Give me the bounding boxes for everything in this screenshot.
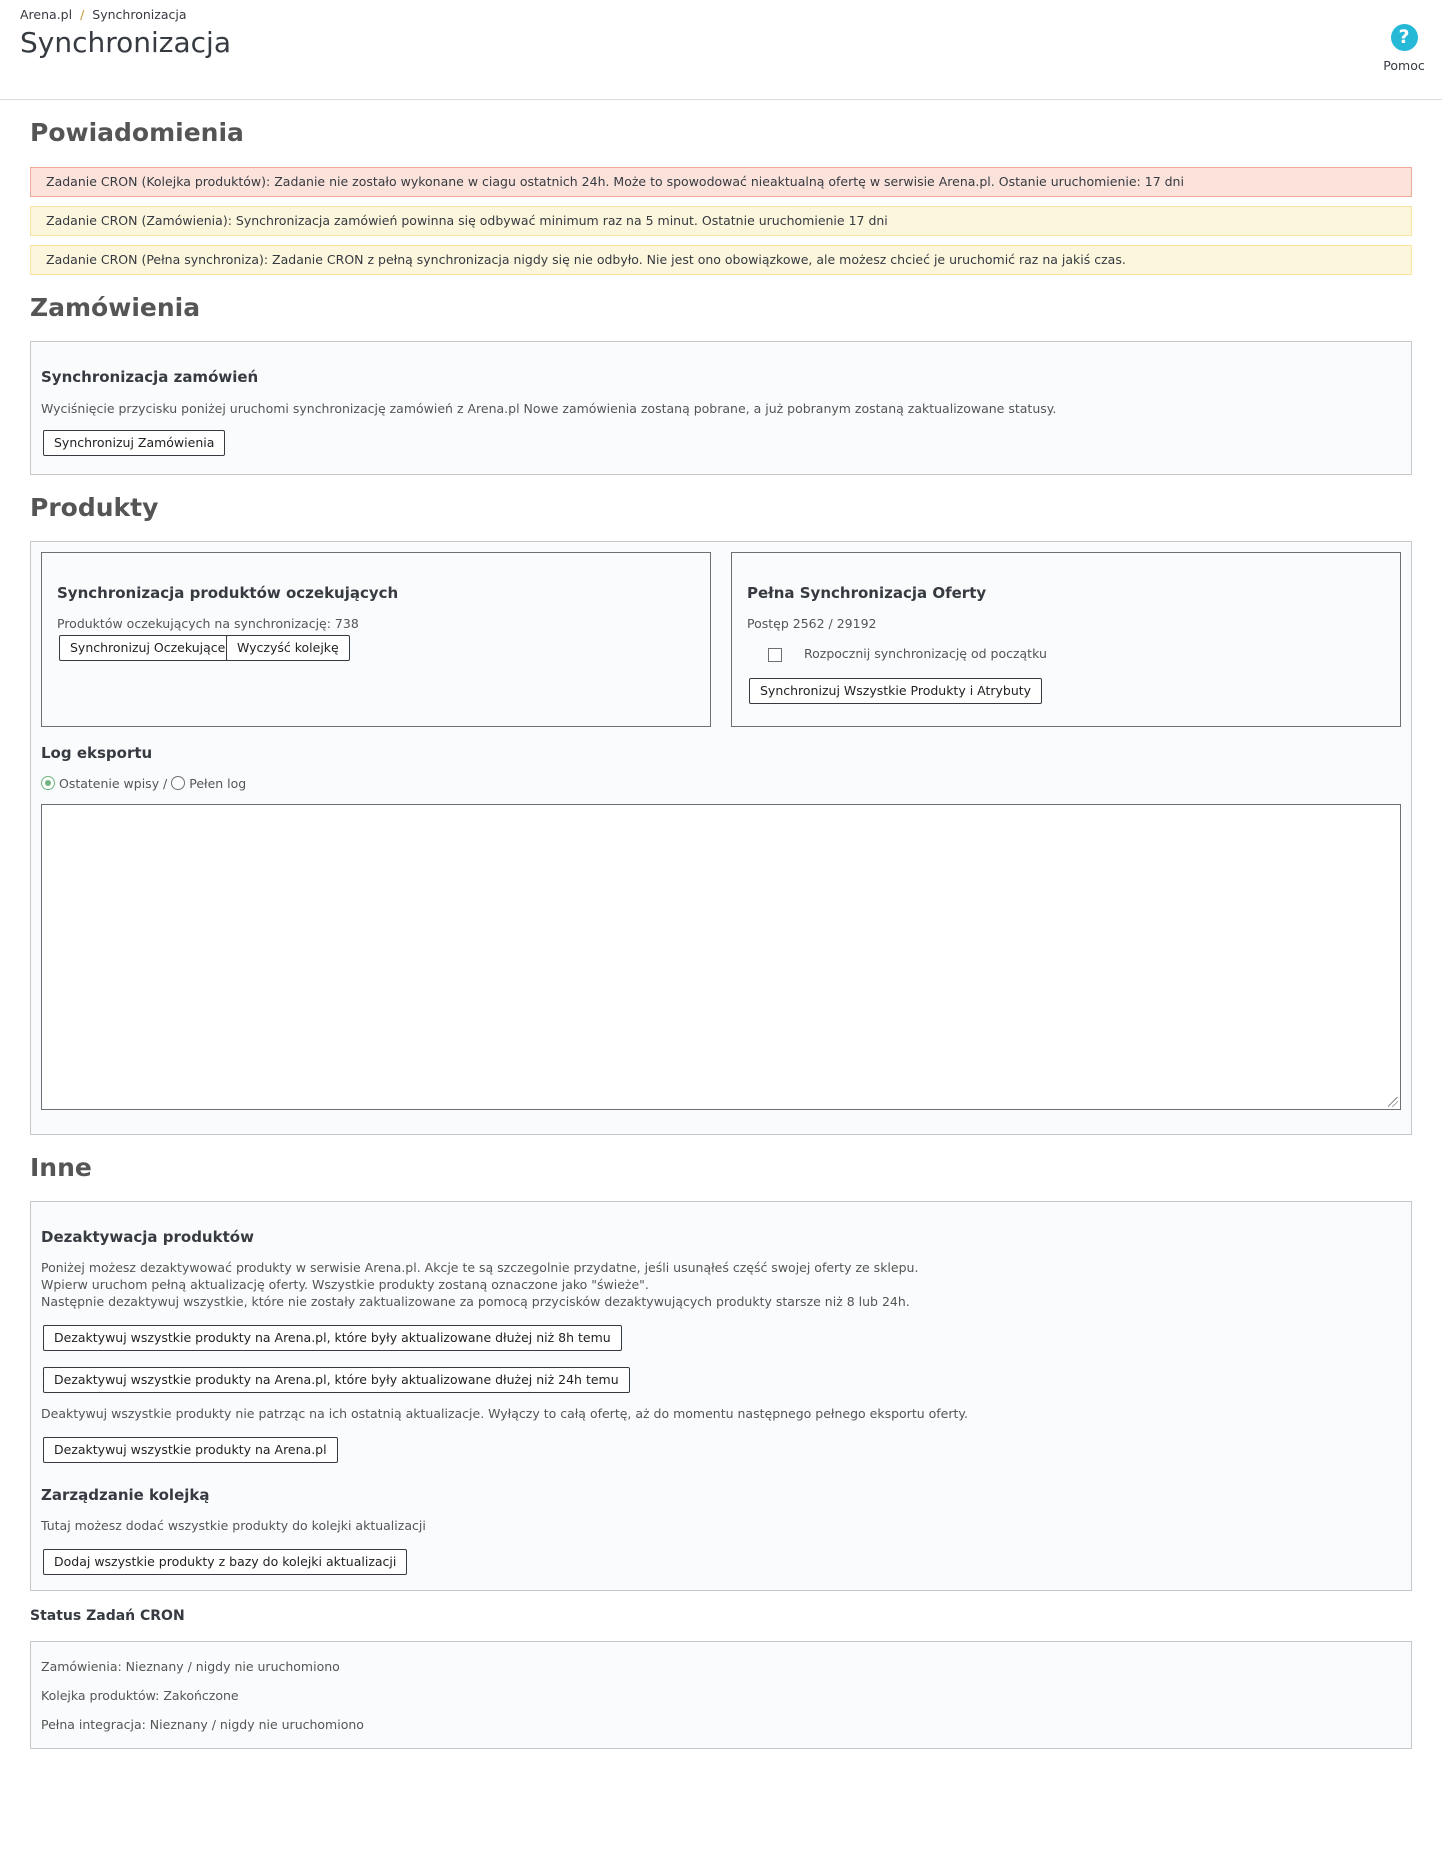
sync-all-products-button[interactable]: Synchronizuj Wszystkie Produkty i Atrybuty — [749, 678, 1042, 704]
pending-sync-title: Synchronizacja produktów oczekujących — [57, 584, 399, 602]
log-full-label[interactable]: Pełen log — [189, 776, 247, 791]
add-all-to-queue-button[interactable]: Dodaj wszystkie produkty z bazy do kolejki aktualizacji — [43, 1549, 407, 1575]
products-panel — [30, 541, 1412, 1135]
breadcrumb-item-arena[interactable]: Arena.pl — [20, 7, 73, 22]
export-log-title: Log eksportu — [41, 744, 153, 762]
cron-status-orders: Zamówienia: Nieznany / nigdy nie uruchomiono — [41, 1659, 340, 1674]
log-recent-label[interactable]: Ostatenie wpisy / — [58, 776, 168, 791]
deactivation-description-line-2: Wpierw uruchom pełną aktualizację oferty. Wszystkie produkty zostaną oznaczone jako "świeże". — [41, 1277, 649, 1292]
section-title-products: Produkty — [30, 493, 159, 522]
breadcrumb — [20, 7, 186, 22]
deactivation-description-line-1: Poniżej możesz dezaktywować produkty w serwisie Arena.pl. Akcje te są szczegolnie przydatne, jeśli usunąłeś część swojej oferty ze sklepu. — [41, 1260, 919, 1275]
log-recent-radio[interactable] — [41, 776, 55, 790]
restart-sync-label[interactable]: Rozpocznij synchronizację od początku — [804, 646, 1047, 661]
orders-panel — [30, 341, 1412, 475]
deactivation-title: Dezaktywacja produktów — [41, 1228, 254, 1246]
restart-sync-checkbox[interactable] — [768, 648, 782, 662]
orders-sync-description: Wyciśnięcie przycisku poniżej uruchomi synchronizację zamówień z Arena.pl Nowe zamówienia zostaną pobrane, a już pobranym zostaną zaktualizowane statusy. — [41, 401, 1057, 416]
cron-status-panel — [30, 1641, 1412, 1749]
section-title-orders: Zamówienia — [30, 293, 201, 322]
breadcrumb-separator: / — [80, 7, 85, 22]
deactivate-24h-button[interactable]: Dezaktywuj wszystkie produkty na Arena.pl, które były aktualizowane dłużej niż 24h temu — [43, 1367, 630, 1393]
page-title: Synchronizacja — [20, 26, 231, 59]
deactivate-all-description: Deaktywuj wszystkie produkty nie patrząc na ich ostatnią aktualizacje. Wyłączy to całą ofertę, aż do momentu następnego pełnego eksportu oferty. — [41, 1406, 968, 1421]
deactivate-all-button[interactable]: Dezaktywuj wszystkie produkty na Arena.pl — [43, 1437, 338, 1463]
cron-status-title: Status Zadań CRON — [30, 1608, 185, 1624]
pending-count-text: Produktów oczekujących na synchronizację: 738 — [57, 616, 359, 631]
full-sync-progress: Postęp 2562 / 29192 — [747, 616, 877, 631]
full-sync-title: Pełna Synchronizacja Oferty — [747, 584, 987, 602]
page-header — [0, 0, 1442, 100]
help-label[interactable]: Pomoc — [1383, 58, 1425, 73]
section-title-other: Inne — [30, 1153, 92, 1182]
alert-cron-orders: Zadanie CRON (Zamówienia): Synchronizacja zamówień powinna się odbywać minimum raz na 5 minut. Ostatnie uruchomienie 17 dni — [30, 206, 1412, 236]
full-sync-box — [731, 552, 1401, 727]
log-full-radio[interactable] — [171, 776, 185, 790]
orders-sync-title: Synchronizacja zamówień — [41, 368, 259, 386]
cron-status-product-queue: Kolejka produktów: Zakończone — [41, 1688, 239, 1703]
resize-grip-icon[interactable] — [1388, 1097, 1398, 1107]
pending-sync-box — [41, 552, 711, 727]
alert-cron-full-sync: Zadanie CRON (Pełna synchroniza): Zadanie CRON z pełną synchronizacja nigdy się nie odbyło. Nie jest ono obowiązkowe, ale możesz chcieć je uruchomić raz na jakiś czas. — [30, 245, 1412, 275]
sync-pending-button[interactable]: Synchronizuj Oczekujące — [59, 635, 236, 661]
other-panel — [30, 1201, 1412, 1591]
question-circle-icon[interactable]: ? — [1391, 24, 1418, 51]
sync-orders-button[interactable]: Synchronizuj Zamówienia — [43, 430, 225, 456]
deactivate-8h-button[interactable]: Dezaktywuj wszystkie produkty na Arena.pl, które były aktualizowane dłużej niż 8h temu — [43, 1325, 622, 1351]
section-title-notifications: Powiadomienia — [30, 118, 244, 147]
export-log-textarea[interactable] — [41, 804, 1401, 1110]
queue-management-description: Tutaj możesz dodać wszystkie produkty do kolejki aktualizacji — [41, 1518, 426, 1533]
clear-queue-button[interactable]: Wyczyść kolejkę — [226, 635, 350, 661]
deactivation-description-line-3: Następnie dezaktywuj wszystkie, które nie zostały zaktualizowane za pomocą przycisków dezaktywujących produkty starsze niż 8 lub 24h. — [41, 1294, 910, 1309]
breadcrumb-item-current: Synchronizacja — [92, 7, 187, 22]
help-button[interactable] — [1382, 24, 1426, 73]
log-mode-selector — [41, 776, 246, 791]
cron-status-full-integration: Pełna integracja: Nieznany / nigdy nie uruchomiono — [41, 1717, 364, 1732]
queue-management-title: Zarządzanie kolejką — [41, 1486, 210, 1504]
alert-cron-product-queue: Zadanie CRON (Kolejka produktów): Zadanie nie zostało wykonane w ciagu ostatnich 24h. Może to spowodować nieaktualną ofertę w serwisie Arena.pl. Ostanie uruchomienie: 17 dni — [30, 167, 1412, 197]
